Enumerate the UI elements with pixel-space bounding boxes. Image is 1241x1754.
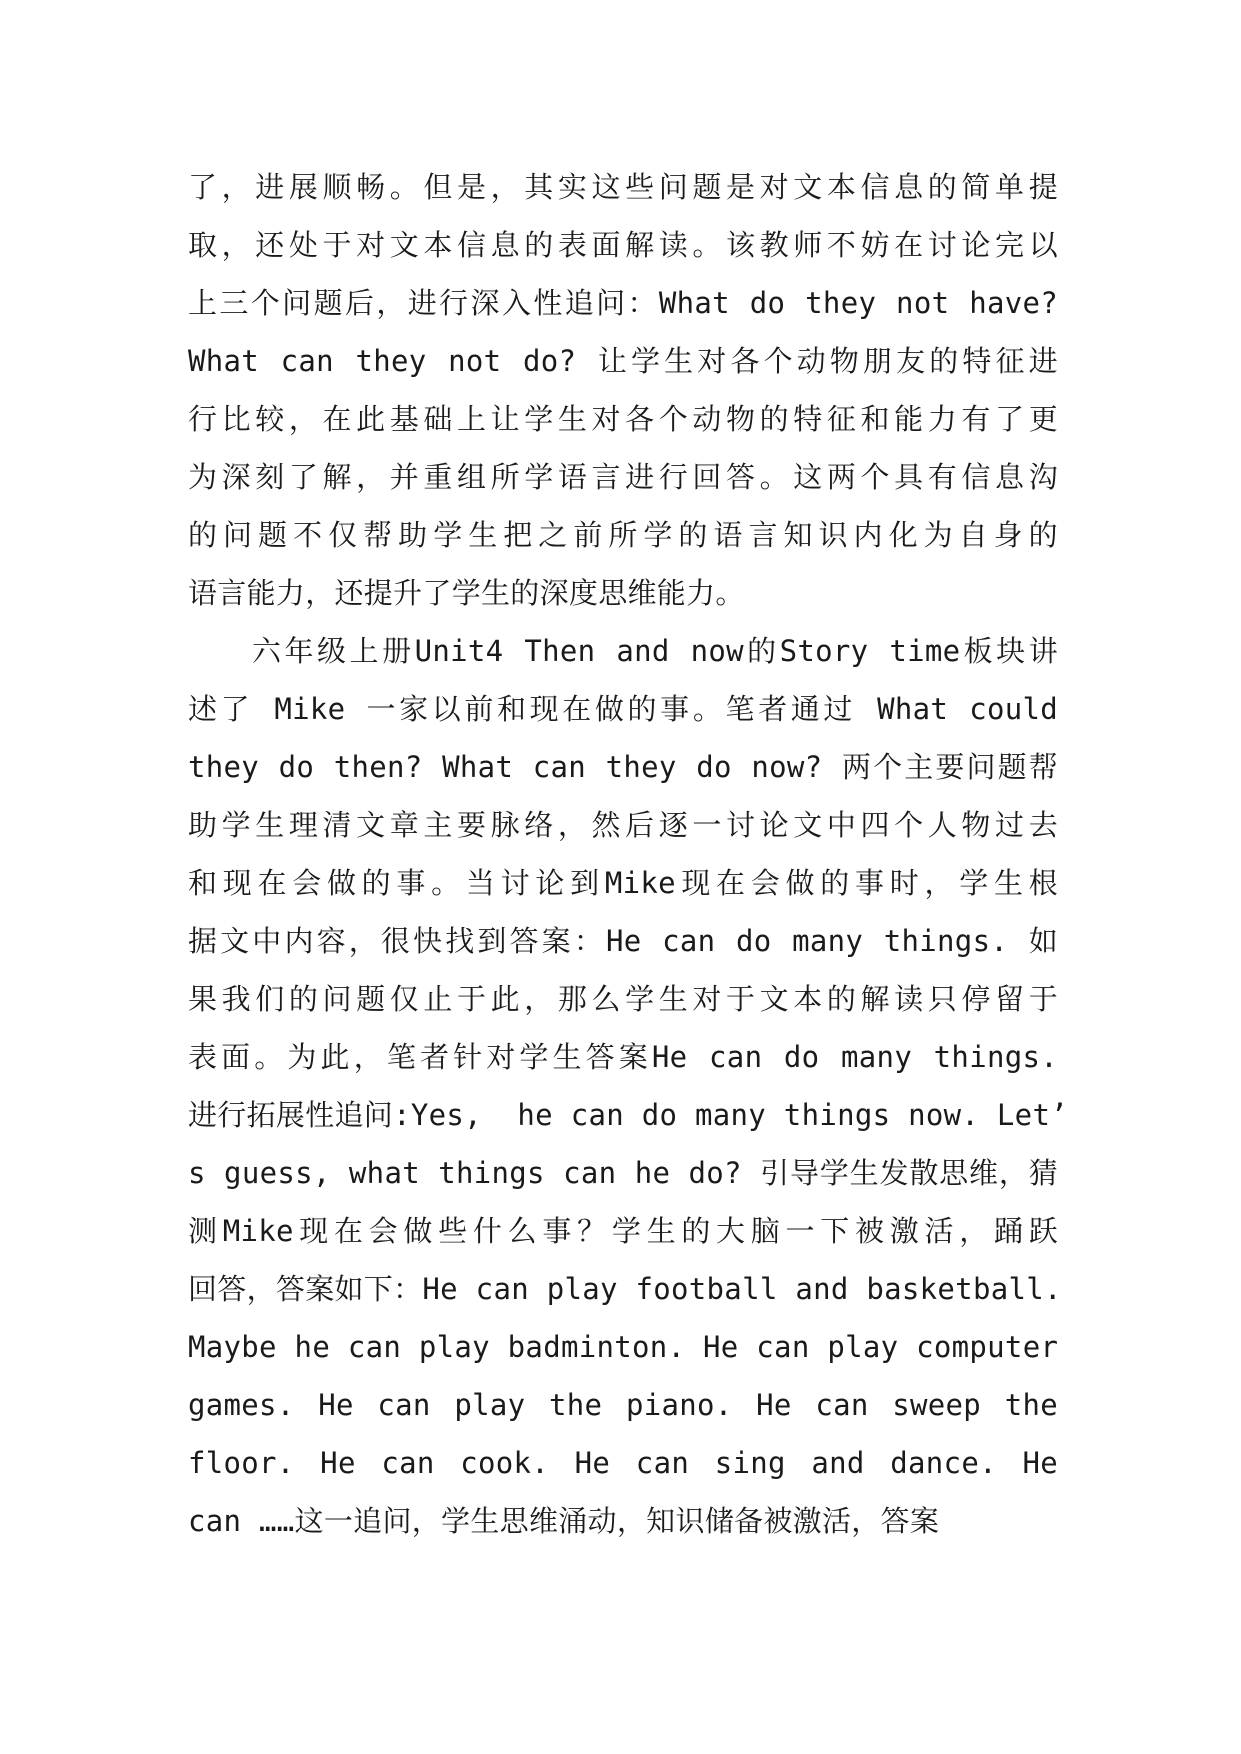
text-line: Maybe he can play badminton. He can play computer: [188, 1330, 1059, 1364]
paragraph-2: [188, 622, 1068, 1550]
text-line: 的问题不仅帮助学生把之前所学的语言知识内化为自身的: [188, 518, 1058, 552]
text-line: games. He can play the piano. He can sweep the: [188, 1388, 1058, 1422]
text-line: 和现在会做的事。当讨论到Mike现在会做的事时，学生根: [188, 866, 1058, 900]
text-line: 进行拓展性追问:Yes, he can do many things now. Let’: [188, 1098, 1068, 1132]
text-line: s guess, what things can he do? 引导学生发散思维，猜: [188, 1156, 1058, 1190]
text-line: 了，进展顺畅。但是，其实这些问题是对文本信息的简单提: [188, 170, 1058, 204]
text-line: 助学生理清文章主要脉络，然后逐一讨论文中四个人物过去: [188, 808, 1058, 842]
text-line: 行比较，在此基础上让学生对各个动物的特征和能力有了更: [188, 402, 1058, 436]
text-line: 据文中内容，很快找到答案：He can do many things. 如: [188, 924, 1058, 958]
text-line: 为深刻了解，并重组所学语言进行回答。这两个具有信息沟: [188, 460, 1058, 494]
text-line: they do then? What can they do now? 两个主要问题帮: [188, 750, 1058, 784]
text-line: 取，还处于对文本信息的表面解读。该教师不妨在讨论完以: [188, 228, 1058, 262]
text-line: 语言能力，还提升了学生的深度思维能力。: [188, 576, 745, 610]
text-line: 果我们的问题仅止于此，那么学生对于文本的解读只停留于: [188, 982, 1058, 1016]
text-line: can ……这一追问，学生思维涌动，知识储备被激活，答案: [188, 1504, 940, 1538]
text-line: 述了 Mike 一家以前和现在做的事。笔者通过 What could: [188, 692, 1058, 726]
text-line: 六年级上册Unit4 Then and now的Story time板块讲: [252, 634, 1058, 668]
text-line: 表面。为此，笔者针对学生答案He can do many things.: [188, 1040, 1058, 1074]
body-text: [188, 158, 1068, 1550]
paragraph-1: [188, 158, 1058, 622]
text-line: 测Mike现在会做些什么事？学生的大脑一下被激活，踊跃: [188, 1214, 1058, 1248]
text-line: What can they not do? 让学生对各个动物朋友的特征进: [188, 344, 1058, 378]
text-line: 回答，答案如下：He can play football and basketball.: [188, 1272, 1062, 1306]
text-line: floor. He can cook. He can sing and dance. He: [188, 1446, 1058, 1480]
text-line: 上三个问题后，进行深入性追问：What do they not have?: [188, 286, 1058, 320]
